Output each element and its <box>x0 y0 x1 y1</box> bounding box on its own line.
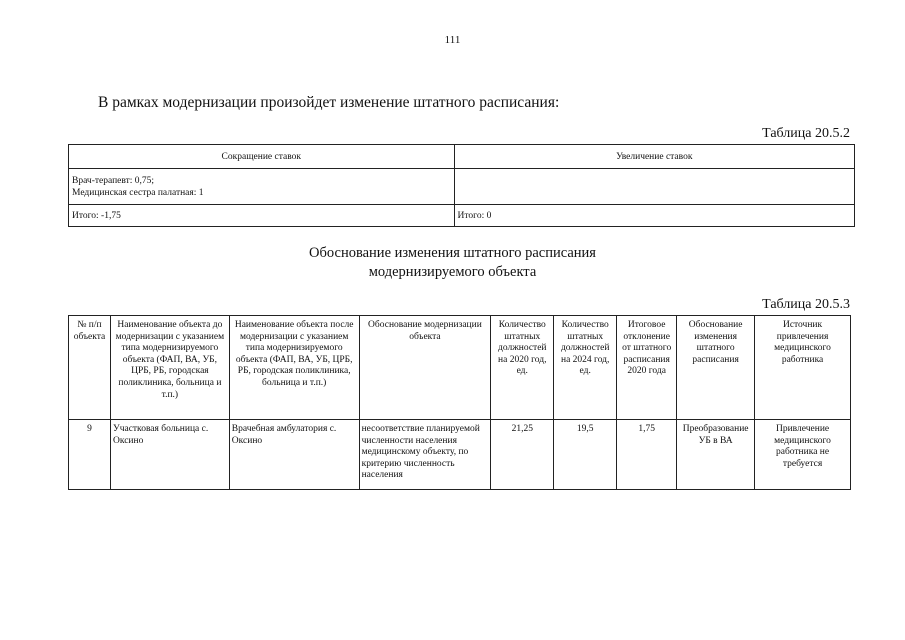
table1-left-total: Итого: -1,75 <box>69 205 455 227</box>
header-object-after: Наименование объекта после модернизации с указанием типа модернизируемого объекта (ФАП, ВА, УБ, ЦРБ, РБ, городская поликлиника, больница и т.п.) <box>229 316 359 420</box>
table1-increase-items <box>454 169 854 205</box>
section-heading-line2: модернизируемого объекта <box>368 264 537 280</box>
cell-staff-2020: 21,25 <box>491 420 554 490</box>
section-heading <box>0 244 905 282</box>
table2-label: Таблица 20.5.3 <box>762 297 850 312</box>
cell-object-number: 9 <box>69 420 111 490</box>
staff-change-table <box>68 144 855 227</box>
cell-change-justification: Преобразование УБ в ВА <box>677 420 755 490</box>
table1-items-row <box>69 169 855 205</box>
table1-label: Таблица 20.5.2 <box>762 126 850 141</box>
modernization-table <box>68 315 851 490</box>
header-deviation: Итоговое отклонение от штатного расписания 2020 года <box>617 316 677 420</box>
cell-modernization-reason: несоответствие планируемой численности населения медицинскому объекту, по критерию численность населения <box>359 420 491 490</box>
table1-item: Врач-терапевт: 0,75; <box>72 175 155 186</box>
header-staff-2024: Количество штатных должностей на 2024 год, ед. <box>554 316 617 420</box>
cell-worker-source: Привлечение медицинского работника не требуется <box>755 420 851 490</box>
header-staff-2020: Количество штатных должностей на 2020 год, ед. <box>491 316 554 420</box>
header-object-number: № п/п объекта <box>69 316 111 420</box>
intro-text: В рамках модернизации произойдет изменение штатного расписания: <box>98 94 560 111</box>
table-row <box>69 420 851 490</box>
page-number: 111 <box>444 34 461 46</box>
table1-item: Медицинская сестра палатная: 1 <box>72 187 204 198</box>
table1-header-row <box>69 145 855 169</box>
cell-object-after: Врачебная амбулатория с. Оксино <box>229 420 359 490</box>
cell-object-before: Участковая больница с. Оксино <box>110 420 229 490</box>
header-change-justification: Обоснование изменения штатного расписания <box>677 316 755 420</box>
cell-deviation: 1,75 <box>617 420 677 490</box>
table1-reduction-items <box>69 169 455 205</box>
table1-col-increase: Увеличение ставок <box>454 145 854 169</box>
cell-staff-2024: 19,5 <box>554 420 617 490</box>
header-object-before: Наименование объекта до модернизации с указанием типа модернизируемого объекта (ФАП, ВА, УБ, ЦРБ, РБ, городская поликлиника, больница и т.п.) <box>110 316 229 420</box>
table1-total-row <box>69 205 855 227</box>
header-modernization-reason: Обоснование модернизации объекта <box>359 316 491 420</box>
header-worker-source: Источник привлечения медицинского работника <box>755 316 851 420</box>
section-heading-line1: Обоснование изменения штатного расписания <box>309 245 596 261</box>
table1-col-reduction: Сокращение ставок <box>69 145 455 169</box>
table1-right-total: Итого: 0 <box>454 205 854 227</box>
table2-header-row <box>69 316 851 420</box>
